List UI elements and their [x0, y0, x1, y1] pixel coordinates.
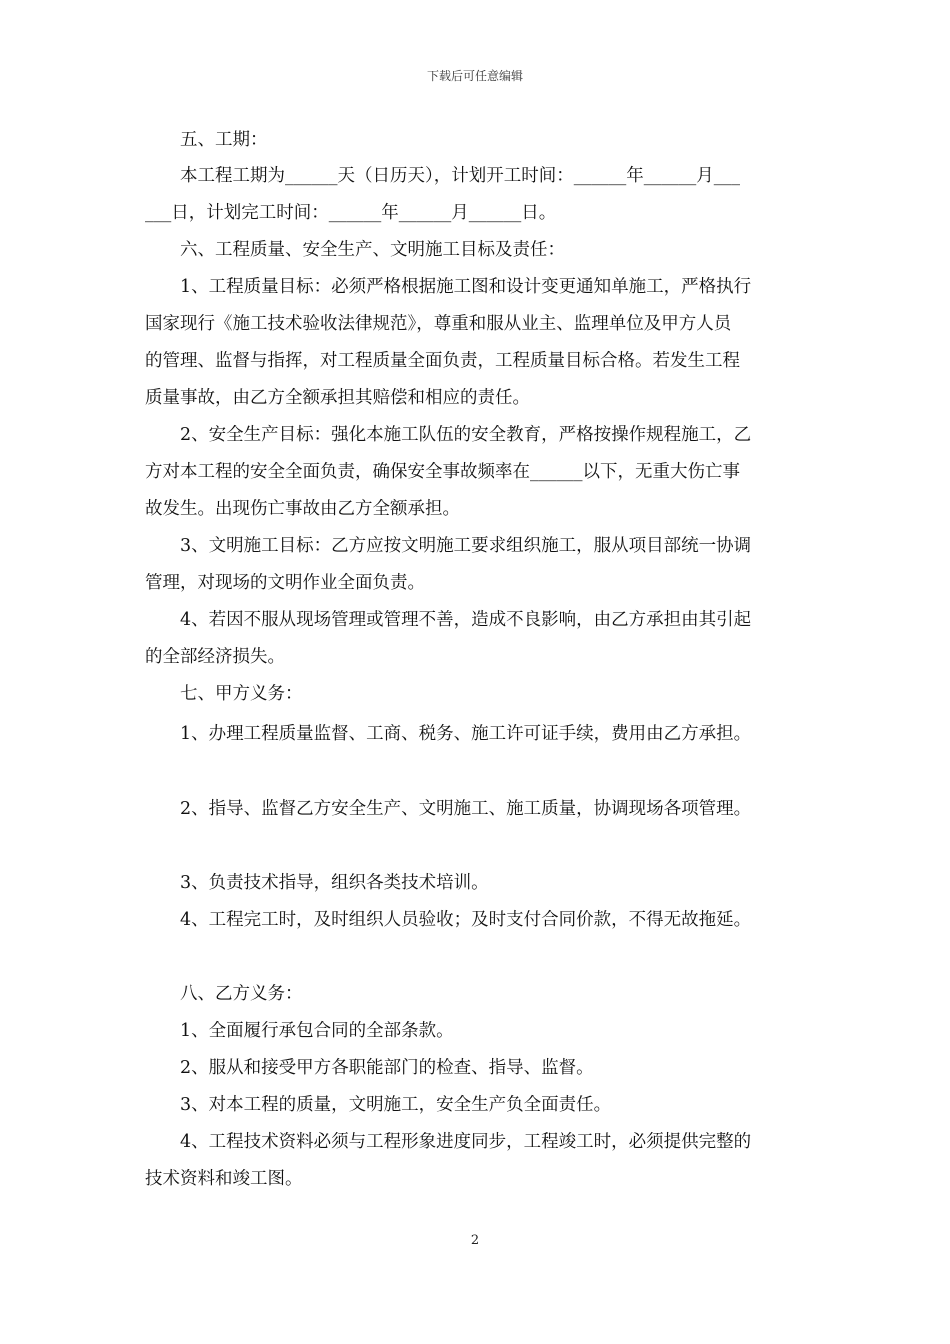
paragraph-line: 3、负责技术指导，组织各类技术培训。 — [180, 873, 489, 893]
paragraph-line: 4、工程完工时，及时组织人员验收；及时支付合同价款，不得无故拖延。 — [180, 910, 752, 930]
paragraph-line: 的全部经济损失。 — [145, 647, 285, 667]
paragraph-line: 国家现行《施工技术验收法律规范》，尊重和服从业主、监理单位及甲方人员 — [145, 314, 732, 334]
paragraph-line: 技术资料和竣工图。 — [145, 1169, 303, 1189]
paragraph-line: 质量事故，由乙方全额承担其赔偿和相应的责任。 — [145, 388, 530, 408]
paragraph-line: 4、若因不服从现场管理或管理不善，造成不良影响，由乙方承担由其引起 — [180, 610, 752, 630]
paragraph-line: 2、安全生产目标：强化本施工队伍的安全教育，严格按操作规程施工，乙 — [180, 425, 752, 445]
paragraph-line: 管理，对现场的文明作业全面负责。 — [145, 573, 425, 593]
section-heading-quality: 六、工程质量、安全生产、文明施工目标及责任： — [180, 240, 565, 260]
paragraph-line: 1、工程质量目标：必须严格根据施工图和设计变更通知单施工，严格执行 — [180, 277, 752, 297]
paragraph-line: 4、工程技术资料必须与工程形象进度同步，工程竣工时，必须提供完整的 — [180, 1132, 752, 1152]
paragraph-line: 本工程工期为______天（日历天），计划开工时间：______年______月___ — [180, 166, 740, 186]
section-heading-party-a: 七、甲方义务： — [180, 684, 303, 704]
paragraph-line: 3、对本工程的质量，文明施工，安全生产负全面责任。 — [180, 1095, 612, 1115]
paragraph-line: 方对本工程的安全全面负责，确保安全事故频率在______以下，无重大伤亡事 — [145, 462, 740, 482]
paragraph-line: 的管理、监督与指挥，对工程质量全面负责，工程质量目标合格。若发生工程 — [145, 351, 740, 371]
section-heading-duration: 五、工期： — [180, 130, 268, 150]
paragraph-line: 故发生。出现伤亡事故由乙方全额承担。 — [145, 499, 460, 519]
paragraph-line: 1、办理工程质量监督、工商、税务、施工许可证手续，费用由乙方承担。 — [180, 724, 752, 744]
page-header: 下载后可任意编辑 — [426, 69, 523, 83]
paragraph-line: 1、全面履行承包合同的全部条款。 — [180, 1021, 454, 1041]
paragraph-line: 3、文明施工目标：乙方应按文明施工要求组织施工，服从项目部统一协调 — [180, 536, 752, 556]
paragraph-line: 2、指导、监督乙方安全生产、文明施工、施工质量，协调现场各项管理。 — [180, 799, 752, 819]
section-heading-party-b: 八、乙方义务： — [180, 984, 303, 1004]
paragraph-line: 2、服从和接受甲方各职能部门的检查、指导、监督。 — [180, 1058, 594, 1078]
page-number: 2 — [470, 1233, 480, 1248]
paragraph-line: ___日，计划完工时间：______年______月______日。 — [145, 203, 557, 223]
